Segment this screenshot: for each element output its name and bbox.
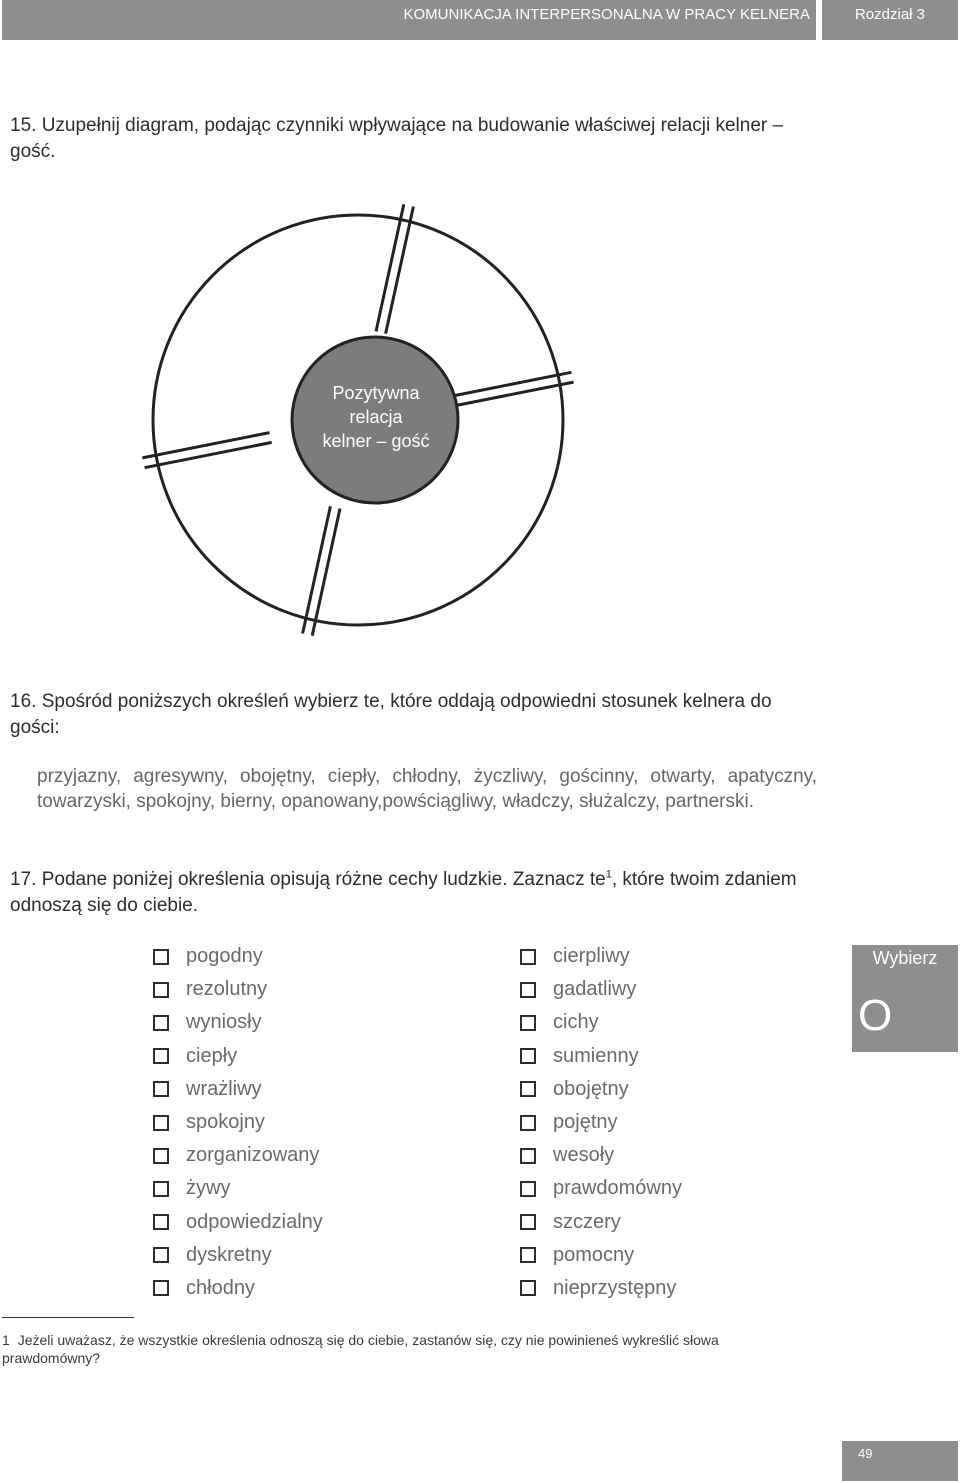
checklist-item-label: pomocny xyxy=(553,1243,635,1266)
checklist-item-label: pogodny xyxy=(186,945,263,968)
checklist-item-label: wesoły xyxy=(553,1144,615,1167)
checkbox[interactable] xyxy=(153,1280,169,1296)
checklist-item[interactable] xyxy=(153,1139,323,1172)
checklist-item-label: pojętny xyxy=(553,1111,618,1134)
checklist-right-column xyxy=(520,940,682,1305)
checkbox[interactable] xyxy=(520,1015,536,1031)
checklist-item-label: wrażliwy xyxy=(186,1077,262,1100)
checkbox[interactable] xyxy=(153,1247,169,1263)
checklist-item[interactable] xyxy=(520,1139,682,1172)
checklist-item-label: ciepły xyxy=(186,1044,238,1067)
checklist-item-label: cichy xyxy=(553,1011,599,1034)
checklist-item-label: wyniosły xyxy=(186,1011,262,1034)
diagram-center-line-2: relacja xyxy=(349,407,403,427)
choose-marker-circle-icon: O xyxy=(858,991,893,1040)
checkbox[interactable] xyxy=(520,1048,536,1064)
checklist-item[interactable] xyxy=(520,1206,682,1239)
checklist-item-label: rezolutny xyxy=(186,978,268,1001)
checklist-item-label: obojętny xyxy=(553,1077,629,1100)
checklist-item[interactable] xyxy=(153,1006,323,1039)
checkbox[interactable] xyxy=(153,1148,169,1164)
relation-diagram xyxy=(0,0,960,700)
task-17 xyxy=(10,867,810,919)
diagram-center-line-1: Pozytywna xyxy=(332,383,420,403)
checklist-item-label: sumienny xyxy=(553,1044,639,1067)
checkbox[interactable] xyxy=(520,1280,536,1296)
checkbox[interactable] xyxy=(520,949,536,965)
checkbox[interactable] xyxy=(520,982,536,998)
checklist-item[interactable] xyxy=(520,940,682,973)
footnote-mark: 1 xyxy=(2,1332,10,1348)
checklist-item-label: szczery xyxy=(553,1210,621,1233)
checklist-item[interactable] xyxy=(153,1272,323,1305)
checklist-item[interactable] xyxy=(520,1239,682,1272)
checkbox[interactable] xyxy=(153,1081,169,1097)
checklist-item-label: cierpliwy xyxy=(553,945,630,968)
checklist-item[interactable] xyxy=(153,940,323,973)
checklist-item-label: prawdomówny xyxy=(553,1177,682,1200)
adjective-word-list: przyjazny, agresywny, obojętny, ciepły, chłodny, życzliwy, gościnny, otwarty, apatyczny, towarzyski, spokojny, bierny, opanowany,powściągliwy, władczy, służalczy, partnerski. xyxy=(37,766,817,812)
checklist-item[interactable] xyxy=(520,1106,682,1139)
checklist-item-label: zorganizowany xyxy=(186,1144,320,1167)
checkbox[interactable] xyxy=(520,1214,536,1230)
task-17-text-before: Podane poniżej określenia opisują różne cechy ludzkie. Zaznacz te xyxy=(41,869,606,890)
checklist-left-column xyxy=(153,940,323,1305)
checklist-item[interactable] xyxy=(520,1272,682,1305)
diagram-center-label xyxy=(296,381,456,453)
checklist-item-label: odpowiedzialny xyxy=(186,1210,323,1233)
header-title: KOMUNIKACJA INTERPERSONALNA W PRACY KELNERA xyxy=(403,6,810,23)
checklist-item-label: chłodny xyxy=(186,1276,255,1299)
checkbox[interactable] xyxy=(520,1148,536,1164)
checklist-item[interactable] xyxy=(153,1073,323,1106)
checkbox[interactable] xyxy=(520,1081,536,1097)
checklist-item[interactable] xyxy=(153,1106,323,1139)
task-17-number: 17. xyxy=(10,869,37,890)
checklist-item-label: spokojny xyxy=(186,1111,265,1134)
checklist-item[interactable] xyxy=(153,1040,323,1073)
checklist-item-label: gadatliwy xyxy=(553,978,637,1001)
checklist-item[interactable] xyxy=(153,1239,323,1272)
task-15-number: 15. xyxy=(10,115,37,136)
footnote-divider xyxy=(2,1317,134,1318)
checklist-item[interactable] xyxy=(520,1172,682,1205)
choose-marker-label: Wybierz xyxy=(872,948,938,968)
checkbox[interactable] xyxy=(153,1048,169,1064)
checklist-item[interactable] xyxy=(153,1172,323,1205)
checklist-item[interactable] xyxy=(153,973,323,1006)
chapter-label: Rozdział 3 xyxy=(822,0,958,40)
diagram-center-line-3: kelner – gość xyxy=(322,431,430,451)
checkbox[interactable] xyxy=(153,1181,169,1197)
checklist-item-label: dyskretny xyxy=(186,1243,272,1266)
checkbox[interactable] xyxy=(153,1015,169,1031)
checklist-item[interactable] xyxy=(520,973,682,1006)
checklist-item-label: żywy xyxy=(186,1177,231,1200)
task-17-text-after: , które twoim zdaniem odnoszą się do ciebie. xyxy=(10,869,797,916)
footnote-text: Jeżeli uważasz, że wszystkie określenia odnoszą się do ciebie, zastanów się, czy nie powinieneś wykreślić słowa prawdomówny? xyxy=(2,1332,719,1366)
checklist-item-label: nieprzystępny xyxy=(553,1276,677,1299)
checkbox[interactable] xyxy=(153,1115,169,1131)
task-15-text: Uzupełnij diagram, podając czynniki wpływające na budowanie właściwej relacji kelner – gość. xyxy=(10,115,784,162)
task-16-number: 16. xyxy=(10,691,37,712)
checkbox[interactable] xyxy=(153,1214,169,1230)
checklist-item[interactable] xyxy=(520,1006,682,1039)
checklist-item[interactable] xyxy=(520,1073,682,1106)
checkbox[interactable] xyxy=(520,1181,536,1197)
task-16-text: Spośród poniższych określeń wybierz te, które oddają odpowiedni stosunek kelnera do gości: xyxy=(10,691,772,738)
checkbox[interactable] xyxy=(520,1115,536,1131)
checkbox[interactable] xyxy=(153,949,169,965)
checklist-item[interactable] xyxy=(520,1040,682,1073)
task-16 xyxy=(10,689,810,741)
checkbox[interactable] xyxy=(520,1247,536,1263)
choose-marker-box xyxy=(852,945,958,1052)
footnote-reference: 1 xyxy=(605,868,612,881)
checklist-item[interactable] xyxy=(153,1206,323,1239)
checkbox[interactable] xyxy=(153,982,169,998)
footnote xyxy=(2,1331,802,1367)
page-number: 49 xyxy=(842,1441,958,1481)
